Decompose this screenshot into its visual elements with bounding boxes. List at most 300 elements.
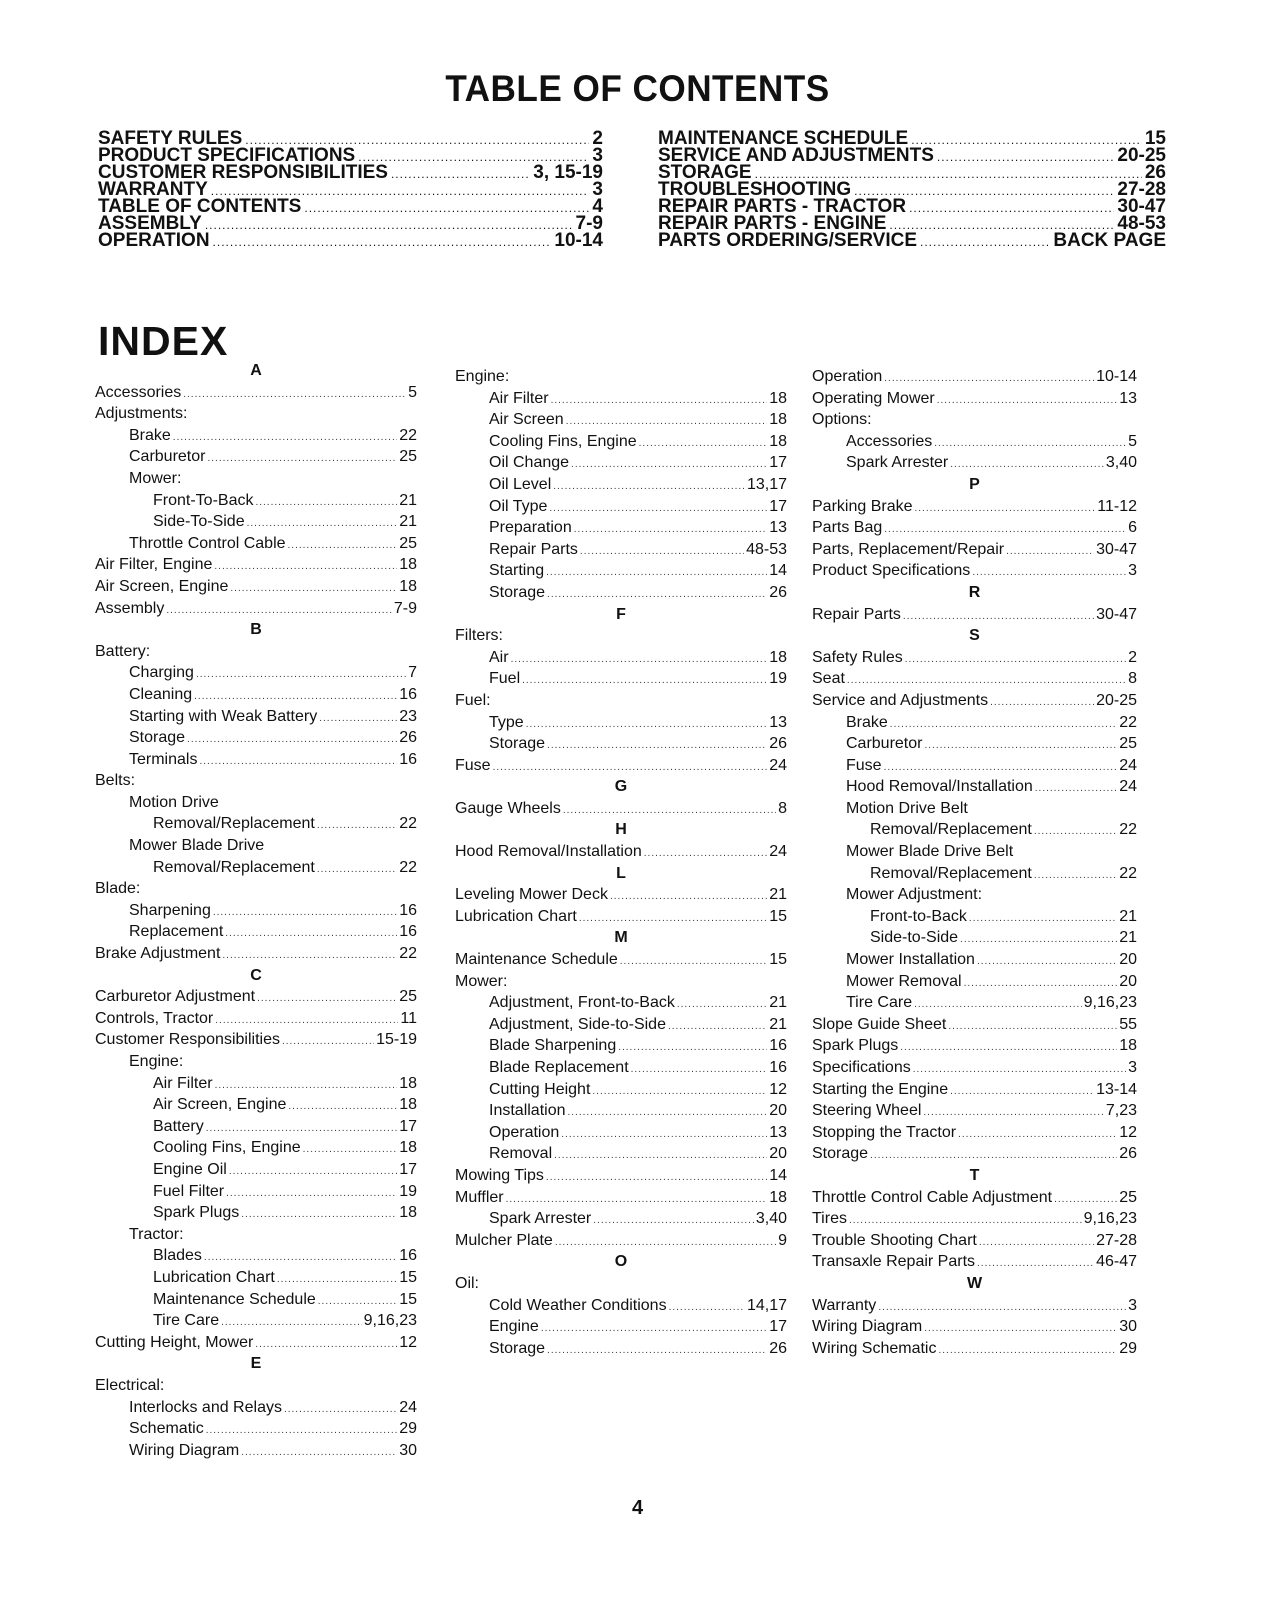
index-entry-label: Removal/Replacement xyxy=(870,821,1032,839)
index-entry-label: Air Filter xyxy=(153,1074,213,1092)
leader-dots xyxy=(199,751,397,773)
index-entry-page: 20-25 xyxy=(1096,691,1137,709)
leader-dots xyxy=(847,670,1126,692)
index-entry-label: Fuel Filter xyxy=(153,1182,225,1200)
index-entry-page: 9,16,23 xyxy=(1083,994,1137,1012)
index-entry-label: Blade Sharpening xyxy=(489,1037,617,1055)
index-entry xyxy=(95,943,417,965)
toc-entry-page: 15 xyxy=(1144,128,1166,149)
index-entry xyxy=(455,755,787,777)
index-entry xyxy=(95,1397,417,1419)
index-entry xyxy=(812,690,1137,712)
leader-dots xyxy=(493,757,768,779)
index-entry-page: 26 xyxy=(399,729,417,747)
index-entry-label: Installation xyxy=(489,1102,566,1120)
index-entry-page: 20 xyxy=(769,1102,787,1120)
index-entry-page: 30 xyxy=(1119,1318,1137,1336)
index-entry xyxy=(455,1230,787,1252)
leader-dots xyxy=(221,1312,362,1334)
leader-dots xyxy=(884,519,1126,541)
index-entry-label: Tire Care xyxy=(846,994,913,1012)
index-entry-label: Terminals xyxy=(129,750,198,768)
index-entry-label: Brake Adjustment xyxy=(95,945,221,963)
leader-dots xyxy=(282,1031,374,1053)
leader-dots xyxy=(913,1059,1126,1081)
index-entry-label: Hood Removal/Installation xyxy=(846,778,1033,796)
index-entry-page: 16 xyxy=(399,750,417,768)
index-entry-label: Mower: xyxy=(455,972,508,990)
index-entry xyxy=(812,452,1137,474)
leader-dots xyxy=(563,800,776,822)
index-entry xyxy=(95,900,417,922)
index-entry-label: Motion Drive Belt xyxy=(846,799,968,817)
index-entry-page: 25 xyxy=(399,448,417,466)
index-entry-label: Spark Arrester xyxy=(846,454,949,472)
leader-dots xyxy=(571,454,767,476)
index-entry xyxy=(812,517,1137,539)
leader-dots xyxy=(284,1399,397,1421)
index-entry-label: Storage xyxy=(489,1339,546,1357)
index-entry-label: Engine: xyxy=(129,1053,184,1070)
index-entry-page: 17 xyxy=(769,497,787,515)
index-entry-label: Tire Care xyxy=(153,1312,220,1330)
index-letter: G xyxy=(614,778,628,796)
index-entry-label: Fuse xyxy=(846,756,882,774)
index-letter: L xyxy=(616,864,626,882)
index-entry-label: Mower Adjustment: xyxy=(846,886,983,904)
index-entry-label: Sharpening xyxy=(129,901,211,919)
leader-dots xyxy=(213,902,397,924)
index-entry-label: Maintenance Schedule xyxy=(153,1290,316,1308)
index-entry-page: 15 xyxy=(769,907,787,925)
index-entry-label: Steering Wheel xyxy=(812,1102,922,1120)
leader-dots xyxy=(241,1204,397,1226)
index-letter: C xyxy=(250,966,262,984)
index-entry-label: Starting xyxy=(489,562,545,580)
leader-dots xyxy=(924,1318,1117,1340)
index-entry xyxy=(812,971,1137,993)
index-entry-label: Safety Rules xyxy=(812,648,903,666)
leader-dots xyxy=(631,1059,768,1081)
index-entry-page: 24 xyxy=(1119,778,1137,796)
index-entry-label: Adjustment, Front-to-Back xyxy=(489,994,675,1012)
index-entry-page: 22 xyxy=(399,815,417,833)
leader-dots xyxy=(303,1139,398,1161)
index-entry-label: Spark Plugs xyxy=(153,1204,240,1222)
index-entry-page: 25 xyxy=(399,988,417,1006)
index-entry-page: 16 xyxy=(399,923,417,941)
index-group-heading xyxy=(812,884,1137,906)
leader-dots xyxy=(255,1334,397,1356)
index-entry xyxy=(455,409,787,431)
leader-dots xyxy=(183,384,406,406)
leader-dots xyxy=(207,448,397,470)
index-entry-page: 11-12 xyxy=(1097,497,1137,515)
index-entry-label: Side-To-Side xyxy=(153,513,245,531)
index-letter: O xyxy=(614,1253,628,1271)
toc-entry-page: 20-25 xyxy=(1117,145,1166,166)
toc-entry-page: BACK PAGE xyxy=(1053,230,1166,251)
index-entry-label: Oil Change xyxy=(489,454,570,472)
index-entry xyxy=(455,733,787,755)
index-entry xyxy=(455,496,787,518)
leader-dots xyxy=(288,535,398,557)
index-entry xyxy=(812,906,1137,928)
index-entry-label: Brake xyxy=(846,713,888,731)
leader-dots xyxy=(166,600,392,622)
index-entry-label: Mulcher Plate xyxy=(455,1231,553,1249)
index-entry-page: 17 xyxy=(399,1160,417,1178)
index-entry-label: Warranty xyxy=(812,1296,877,1314)
toc-entry-page: 3 xyxy=(592,179,603,200)
index-column-1 xyxy=(95,360,417,1461)
index-group-heading xyxy=(95,403,417,425)
leader-dots xyxy=(878,1297,1126,1319)
index-entry-page: 19 xyxy=(399,1182,417,1200)
index-group-heading xyxy=(95,468,417,490)
index-entry-label: Blade Replacement xyxy=(489,1059,629,1076)
leader-dots xyxy=(554,1145,767,1167)
index-entry-label: Controls, Tractor xyxy=(95,1009,214,1027)
index-entry xyxy=(455,668,787,690)
index-entry-label: Fuel xyxy=(489,670,521,688)
index-letter: M xyxy=(614,929,628,947)
index-entry xyxy=(455,884,787,906)
leader-dots xyxy=(541,1318,767,1340)
index-entry xyxy=(812,712,1137,734)
leader-dots xyxy=(977,951,1117,973)
index-entry xyxy=(95,1137,417,1159)
index-entry-label: Mower Installation xyxy=(846,951,975,969)
index-entry-label: Stopping the Tractor xyxy=(812,1123,957,1141)
index-entry xyxy=(812,819,1137,841)
index-entry-page: 16 xyxy=(399,1247,417,1265)
index-entry-label: Wiring Diagram xyxy=(129,1441,240,1459)
index-entry-label: Wiring Diagram xyxy=(812,1318,923,1336)
index-entry-page: 15 xyxy=(769,951,787,969)
index-entry-page: 3 xyxy=(1128,562,1137,580)
index-entry xyxy=(455,1143,787,1165)
index-group-heading xyxy=(95,835,417,857)
index-entry xyxy=(455,560,787,582)
index-entry-label: Leveling Mower Deck xyxy=(455,886,608,904)
index-entry-label: Mower: xyxy=(129,469,182,487)
leader-dots xyxy=(213,234,552,251)
index-group-heading xyxy=(95,641,417,663)
leader-dots xyxy=(934,433,1126,455)
toc-entry-page: 30-47 xyxy=(1117,196,1166,217)
index-entry xyxy=(812,1230,1137,1252)
index-entry xyxy=(95,727,417,749)
leader-dots xyxy=(1035,778,1117,800)
index-entry-page: 18 xyxy=(769,432,787,450)
index-group-heading xyxy=(95,1224,417,1246)
index-entry-label: Assembly xyxy=(95,599,165,617)
leader-dots xyxy=(206,1118,398,1140)
leader-dots xyxy=(277,1269,397,1291)
index-entry xyxy=(812,668,1137,690)
index-group-heading xyxy=(95,1375,417,1397)
leader-dots xyxy=(890,714,1117,736)
index-entry xyxy=(95,1310,417,1332)
index-entry-label: Preparation xyxy=(489,519,572,537)
index-entry-page: 25 xyxy=(1119,1188,1137,1206)
index-entry-label: Service and Adjustments xyxy=(812,691,989,709)
index-entry xyxy=(812,1143,1137,1165)
index-letter: R xyxy=(968,583,981,601)
leader-dots xyxy=(173,427,397,449)
index-entry-page: 13 xyxy=(769,1123,787,1141)
index-entry-page: 22 xyxy=(399,426,417,444)
index-entry-page: 30-47 xyxy=(1096,540,1137,558)
leader-dots xyxy=(214,556,397,578)
leader-dots xyxy=(884,757,1118,779)
index-entry xyxy=(455,906,787,928)
toc-entry-page: 3 xyxy=(592,145,603,166)
leader-dots xyxy=(561,1124,767,1146)
index-entry-label: Brake xyxy=(129,426,171,444)
index-entry-page: 22 xyxy=(399,858,417,876)
leader-dots xyxy=(950,1081,1094,1103)
index-entry-page: 22 xyxy=(1119,713,1137,731)
index-entry-label: Mowing Tips xyxy=(455,1166,544,1184)
leader-dots xyxy=(1054,1189,1117,1211)
index-entry xyxy=(95,1159,417,1181)
index-entry xyxy=(95,1116,417,1138)
index-letter-heading xyxy=(812,625,1137,647)
toc-entry-page: 2 xyxy=(592,128,603,149)
index-entry-page: 24 xyxy=(399,1398,417,1416)
leader-dots xyxy=(566,411,768,433)
index-entry-page: 18 xyxy=(399,1096,417,1114)
index-group-heading xyxy=(95,1051,417,1073)
index-entry-page: 29 xyxy=(1119,1339,1137,1357)
index-entry xyxy=(455,388,787,410)
leader-dots xyxy=(937,390,1117,412)
index-entry-label: Repair Parts xyxy=(489,540,578,558)
index-entry-page: 18 xyxy=(399,556,417,574)
index-entry xyxy=(812,755,1137,777)
leader-dots xyxy=(317,859,397,881)
index-entry-label: Customer Responsibilities xyxy=(95,1031,280,1049)
index-column-2 xyxy=(455,366,787,1359)
leader-dots xyxy=(618,1037,767,1059)
index-title: INDEX xyxy=(98,318,229,364)
leader-dots xyxy=(937,149,1115,166)
index-group-heading xyxy=(812,798,1137,820)
index-entry-page: 9,16,23 xyxy=(1083,1210,1137,1228)
index-entry xyxy=(812,1122,1137,1144)
leader-dots xyxy=(914,994,1082,1016)
index-entry xyxy=(95,425,417,447)
index-entry-label: Filters: xyxy=(455,627,503,645)
leader-dots xyxy=(215,1010,398,1032)
index-entry xyxy=(95,598,417,620)
index-letter-heading xyxy=(455,1251,787,1273)
index-entry-label: Air Screen xyxy=(489,411,564,429)
index-entry xyxy=(95,857,417,879)
leader-dots xyxy=(547,735,767,757)
leader-dots xyxy=(903,606,1094,628)
index-letter: A xyxy=(250,362,262,379)
index-entry xyxy=(812,949,1137,971)
index-group-heading xyxy=(95,792,417,814)
index-entry-label: Accessories xyxy=(95,383,182,401)
index-entry-label: Operation xyxy=(489,1123,560,1141)
index-entry-label: Fuel: xyxy=(455,691,491,709)
index-entry xyxy=(812,560,1137,582)
index-entry-label: Air Filter, Engine xyxy=(95,556,213,574)
index-entry xyxy=(455,431,787,453)
leader-dots xyxy=(960,929,1117,951)
leader-dots xyxy=(522,670,767,692)
index-entry-label: Cutting Height xyxy=(489,1080,591,1098)
index-entry-label: Lubrication Chart xyxy=(455,907,577,925)
index-entry-page: 20 xyxy=(1119,972,1137,990)
index-entry-label: Parts, Replacement/Repair xyxy=(812,540,1005,558)
index-entry-label: Operating Mower xyxy=(812,389,935,407)
toc-entry-page: 27-28 xyxy=(1117,179,1166,200)
index-entry-page: 13-14 xyxy=(1096,1080,1137,1098)
index-entry-label: Front-to-Back xyxy=(870,907,967,925)
index-entry-label: Spark Arrester xyxy=(489,1210,592,1228)
index-group-heading xyxy=(812,841,1137,863)
index-entry-page: 8 xyxy=(778,799,787,817)
index-entry xyxy=(95,554,417,576)
toc-entry-page: 4 xyxy=(592,196,603,217)
index-entry-label: Battery: xyxy=(95,642,151,660)
index-entry-label: Mower Blade Drive Belt xyxy=(846,843,1014,861)
index-entry-page: 7-9 xyxy=(393,599,417,617)
index-entry xyxy=(812,1100,1137,1122)
index-letter: P xyxy=(969,475,980,493)
index-entry xyxy=(95,684,417,706)
index-entry-page: 21 xyxy=(399,513,417,531)
leader-dots xyxy=(579,908,767,930)
index-entry-page: 48-53 xyxy=(746,540,787,558)
toc-entry-page: 10-14 xyxy=(554,230,603,251)
index-entry-label: Specifications xyxy=(812,1059,911,1076)
index-entry-page: 21 xyxy=(769,886,787,904)
index-entry-page: 6 xyxy=(1128,519,1137,537)
toc-entry-label: ASSEMBLY xyxy=(98,213,202,234)
index-entry-page: 24 xyxy=(1119,756,1137,774)
index-entry xyxy=(95,511,417,533)
index-entry-page: 8 xyxy=(1128,670,1137,688)
index-entry xyxy=(812,927,1137,949)
index-entry xyxy=(455,712,787,734)
index-entry-label: Carburetor xyxy=(129,448,206,466)
index-entry xyxy=(812,366,1137,388)
index-entry xyxy=(455,1057,787,1079)
index-entry xyxy=(455,539,787,561)
index-entry-page: 21 xyxy=(1119,907,1137,925)
toc-entry-label: MAINTENANCE SCHEDULE xyxy=(658,128,909,149)
index-entry-page: 15-19 xyxy=(376,1031,417,1049)
leader-dots xyxy=(905,649,1126,671)
index-entry xyxy=(95,1267,417,1289)
leader-dots xyxy=(318,1291,397,1313)
index-entry xyxy=(455,1338,787,1360)
toc-entry-label: REPAIR PARTS - ENGINE xyxy=(658,213,887,234)
index-entry xyxy=(812,539,1137,561)
leader-dots xyxy=(196,664,406,686)
index-entry xyxy=(455,1014,787,1036)
toc-entry-page: 26 xyxy=(1144,162,1166,183)
index-entry-page: 9,16,23 xyxy=(363,1312,417,1330)
leader-dots xyxy=(668,1016,767,1038)
index-entry-page: 12 xyxy=(1119,1123,1137,1141)
index-entry-page: 18 xyxy=(769,648,787,666)
index-entry-label: Air Screen, Engine xyxy=(95,577,229,595)
index-entry-label: Gauge Wheels xyxy=(455,799,561,817)
leader-dots xyxy=(610,886,767,908)
leader-dots xyxy=(319,708,397,730)
index-entry-label: Motion Drive xyxy=(129,793,219,811)
index-group-heading xyxy=(455,625,787,647)
index-entry-page: 18 xyxy=(399,1139,417,1157)
index-entry-page: 5 xyxy=(1128,432,1137,450)
leader-dots xyxy=(549,498,767,520)
index-entry-page: 17 xyxy=(399,1117,417,1135)
index-entry-page: 16 xyxy=(769,1037,787,1055)
leader-dots xyxy=(924,735,1117,757)
index-letter-heading xyxy=(455,776,787,798)
index-entry xyxy=(95,1181,417,1203)
index-entry-label: Cold Weather Conditions xyxy=(489,1296,667,1314)
index-entry xyxy=(455,1035,787,1057)
index-entry-label: Side-to-Side xyxy=(870,929,959,947)
index-entry-label: Replacement xyxy=(129,923,224,941)
leader-dots xyxy=(225,923,397,945)
index-entry-page: 20 xyxy=(769,1145,787,1163)
index-entry xyxy=(455,1187,787,1209)
index-entry-page: 26 xyxy=(769,583,787,601)
toc-entry-page: 48-53 xyxy=(1117,213,1166,234)
index-entry-page: 14 xyxy=(769,562,787,580)
leader-dots xyxy=(555,1232,776,1254)
index-entry-label: Maintenance Schedule xyxy=(455,951,618,969)
index-letter-heading xyxy=(455,927,787,949)
index-entry-label: Interlocks and Relays xyxy=(129,1398,282,1416)
leader-dots xyxy=(229,1161,397,1183)
leader-dots xyxy=(915,498,1096,520)
leader-dots xyxy=(964,973,1118,995)
index-letter: B xyxy=(250,621,262,639)
index-entry-page: 2 xyxy=(1128,648,1137,666)
index-entry xyxy=(95,446,417,468)
index-entry xyxy=(95,1094,417,1116)
index-entry-label: Adjustments: xyxy=(95,405,188,423)
index-entry-label: Starting with Weak Battery xyxy=(129,707,318,725)
index-letter-heading xyxy=(455,863,787,885)
index-letter: T xyxy=(969,1166,980,1184)
index-entry xyxy=(455,992,787,1014)
leader-dots xyxy=(187,729,397,751)
index-entry-label: Carburetor Adjustment xyxy=(95,988,256,1006)
index-entry-page: 15 xyxy=(399,1290,417,1308)
toc-entry-label: TROUBLESHOOTING xyxy=(658,179,852,200)
index-entry-page: 22 xyxy=(1119,864,1137,882)
index-entry-page: 18 xyxy=(399,1074,417,1092)
index-entry-page: 21 xyxy=(1119,929,1137,947)
index-entry xyxy=(95,921,417,943)
leader-dots xyxy=(1034,821,1117,843)
index-entry-page: 3,40 xyxy=(755,1210,787,1228)
leader-dots xyxy=(958,1124,1117,1146)
index-entry-page: 17 xyxy=(769,1318,787,1336)
index-entry-label: Engine: xyxy=(455,368,510,385)
